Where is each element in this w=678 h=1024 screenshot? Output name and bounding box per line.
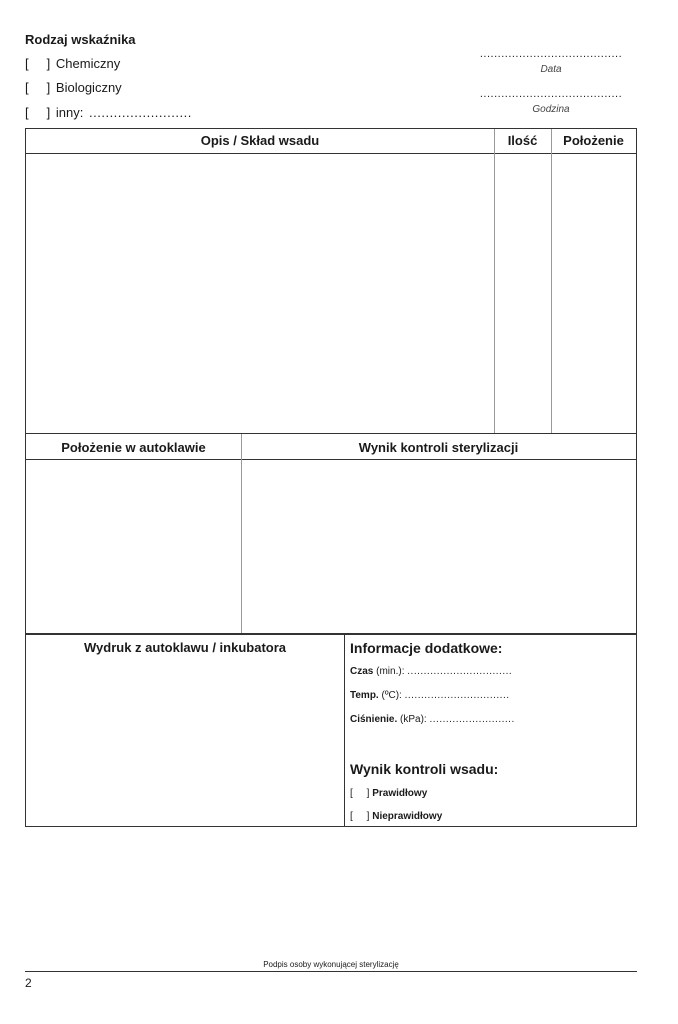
field-dots[interactable]: ................................ <box>404 690 510 701</box>
checkbox-label: Chemiczny <box>55 56 121 71</box>
sterilization-table <box>25 434 637 634</box>
field-unit: (ºC): <box>381 690 402 701</box>
time-label: Godzina <box>532 104 570 115</box>
header-divider <box>26 459 636 460</box>
column-divider <box>344 635 345 826</box>
printout-table <box>25 634 637 827</box>
field-label: Czas <box>350 666 374 677</box>
description-cell[interactable] <box>27 155 493 433</box>
checkbox-label: Biologiczny <box>55 80 122 95</box>
checkbox-chemical[interactable] <box>25 56 120 71</box>
checkbox-label: inny: <box>55 105 84 120</box>
result-title: Wynik kontroli wsadu: <box>350 761 499 777</box>
checkbox-bracket[interactable]: [ ] <box>350 788 370 799</box>
checkbox-label: Nieprawidłowy <box>372 811 443 822</box>
other-input-dots[interactable]: ......................... <box>89 105 192 120</box>
field-dots[interactable]: ................................ <box>407 666 513 677</box>
header-description: Opis / Skład wsadu <box>200 133 320 148</box>
autoclave-position-cell[interactable] <box>27 461 240 631</box>
header-quantity: Ilość <box>507 133 538 148</box>
header-printout: Wydruk z autoklawu / inkubatora <box>83 640 286 655</box>
checkbox-biological[interactable] <box>25 80 122 95</box>
time-row <box>350 666 512 677</box>
checkbox-correct[interactable] <box>350 788 427 799</box>
load-table <box>25 128 637 434</box>
checkbox-bracket[interactable]: [ ] <box>350 811 370 822</box>
page-number: 2 <box>25 976 32 990</box>
header-position: Położenie <box>563 133 624 148</box>
quantity-cell[interactable] <box>495 155 550 433</box>
checkbox-label: Prawidłowy <box>372 788 428 799</box>
field-unit: (kPa): <box>400 714 427 725</box>
info-title: Informacje dodatkowe: <box>350 640 503 656</box>
checkbox-incorrect[interactable] <box>350 811 442 822</box>
field-label: Ciśnienie. <box>350 714 398 725</box>
signature-label: Podpis osoby wykonującej sterylizację <box>263 960 399 969</box>
time-field-dots[interactable]: ........................................ <box>479 88 623 100</box>
field-label: Temp. <box>350 690 379 701</box>
date-field-dots[interactable]: ........................................ <box>479 48 623 60</box>
sterilization-result-cell[interactable] <box>242 461 635 631</box>
field-unit: (min.): <box>376 666 405 677</box>
checkbox-bracket[interactable]: [ ] <box>25 105 51 120</box>
temperature-row <box>350 690 510 701</box>
header-divider <box>26 153 636 154</box>
pressure-row <box>350 714 515 725</box>
header-sterilization-result: Wynik kontroli sterylizacji <box>358 440 519 455</box>
checkbox-bracket[interactable]: [ ] <box>25 56 51 71</box>
field-dots[interactable]: .......................... <box>429 714 515 725</box>
position-cell[interactable] <box>552 155 636 433</box>
checkbox-bracket[interactable]: [ ] <box>25 80 51 95</box>
date-label: Data <box>540 64 562 75</box>
header-autoclave-position: Położenie w autoklawie <box>61 440 206 455</box>
printout-cell[interactable] <box>27 661 343 825</box>
signature-line[interactable] <box>25 971 637 972</box>
checkbox-other[interactable] <box>25 105 192 120</box>
indicator-title: Rodzaj wskaźnika <box>25 32 136 47</box>
